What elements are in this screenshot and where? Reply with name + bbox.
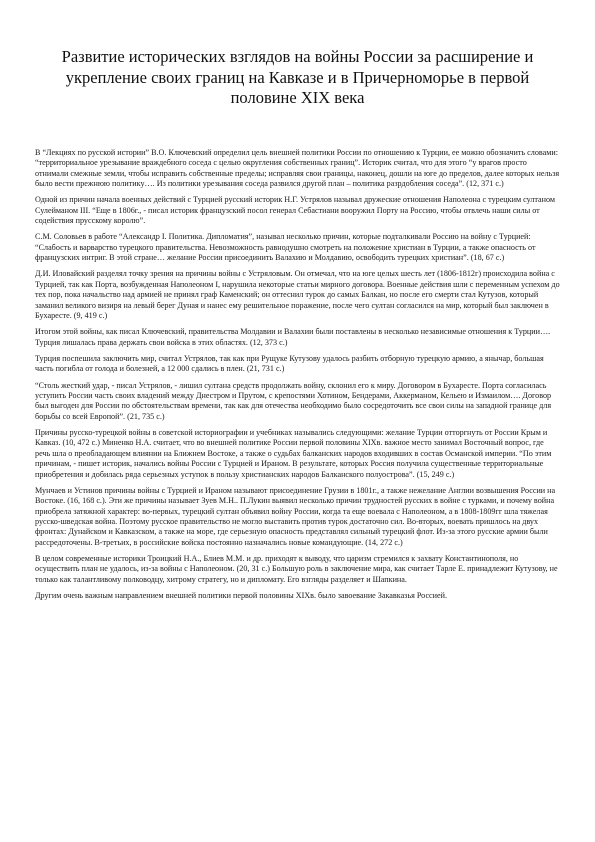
- document-body: [35, 148, 560, 607]
- paragraph-8: Причины русско-турецкой войны в советской историографии и учебниках назывались следующими: желание Турции отторгнуть от России Крым и Кавказ. (10, 472 с.) Миненко Н.А. считает, что во внешней политике России первой половины XIXв. важное место занимал Восточный вопрос, где речь шла о преобладающем влиянии на Ближнем Востоке, а также о судьбах балканских народов входивших в состав Османской империи. “По этим причинам, - пишет историк, начались войны России с Турцией и Ираном. В результате, которых Россия получила существенные территориальные приобретения и добилась ряда серьезных уступок в пользу христианских народов Балканского полуострова”. (15, 249 с.): [35, 427, 552, 479]
- paragraph-9: Мунчаев и Устинов причины войны с Турцией и Ираном называют присоединение Грузии в 1801г., а также нежелание Англии возвышения России на Востоке. (16, 168 с.). Эти же причины называет Зуев М.Н.. П.Лукин выявил несколько причин трудностей русских в войне с турками, и почему война приобрела затяжной характер: во-первых, турецкий султан объявил войну России, когда та еще воевала с Наполеоном, а в 1808-1809гг шла тяжелая русско-шведская война. Поэтому русское правительство не могло выставить против турок достаточно сил. Во-вторых, воевать пришлось на двух фронтах: Дунайском и Кавказском, а также на море, где серьезную опасность представлял сильный турецкий флот. Из-за этого русские армии были рассредоточены. В-третьих, в российские войска постоянно назначались новые командующие. (14, 272 с.): [35, 485, 556, 547]
- paragraph-5: Итогом этой войны, как писал Ключевский, правительства Молдавии и Валахии были поставлены в несколько независимые отношения к Турции…. Турция лишалась права держать свои войска в этих областях. (12, 373 с.): [35, 327, 551, 347]
- paragraph-10: В целом современные историки Троицкий Н.А., Блиев М.М. и др. приходят к выводу, что царизм стремился к захвату Константинополя, но осуществить план не удалось, из-за войны с Наполеоном. (20, 31 с.) Большую роль в заключение мира, как считает Тарле Е. принадлежит Кутузову, не только как талантливому полководцу, хитрому стратегу, но и дипломату. Его взгляды разделяет и Шапкина.: [35, 553, 558, 584]
- paragraph-11: Другим очень важным направлением внешней политики первой половины XIXв. было завоевание Закавказья Россией.: [35, 591, 447, 600]
- paragraph-1: В “Лекциях по русской истории” В.О. Ключевский определил цель внешней политики России по отношению к Турции, ее можно обозначить словами: “территориальное урезывание враждебного соседа с целью округления собственных границ”. Историк считал, что для этого “у врагов просто отнимали смежные земли, чтобы исправить собственные пределы; исправляя свои границы, наконец, дошли на юге до пределов, далее которых нельзя было вести прежнюю политику…. Из политики урезывания соседа развился другой план – политика разрдобления соседа”. (12, 371 с.): [35, 148, 560, 189]
- paragraph-4: Д.И. Иловайский разделял точку зрения на причины войны с Устряловым. Он отмечал, что на юге целых шесть лет (1806-1812г) происходила война с Турцией, так как Порта, возбужденная Наполеоном I, нарушила некоторые статьи мирного договора. Военные действия шли с переменным успехом до тех пор, пока начальство над армией не принял граф Каменский; он оттеснил турок до самых Балкан, но после его смерти стал Кутузов, который заманил великого визиря на левый берег Дуная и нанес ему решительное поражение, после чего султан согласился на мир, который был заключен в Бухаресте. (9, 419 с.): [35, 269, 560, 321]
- document-title: Развитие исторических взглядов на войны России за расширение и укрепление своих границ на Кавказе и в Причерноморье в первой половине XIX века: [61, 47, 534, 107]
- paragraph-7: “Столь жесткий удар, - писал Устрялов, - лишил султана средств продолжать войну, склонил его к миру. Договором в Бухаресте. Порта согласилась уступить России часть своих владений между Днестром и Прутом, с крепостями Хотином, Бендерами, Аккерманом, Кельею и Измаилом…. Договор был выгоден для России по обстоятельствам времени, так как для отечества необходимо было сосредоточить все свои силы на западной границе для борьбы со всей Европой”. (21, 735 с.): [35, 380, 552, 421]
- paragraph-3: С.М. Соловьев в работе “Александр I. Политика. Дипломатия”, называл несколько причин, которые подталкивали Россию на войну с Турцией: “Слабость и варварство турецкого правительства. Невозможность равнодушно смотреть на положение христиан в Турции, а также опасность от французских интриг. В этой стране… желание России присоединить Валахию и Молдавию, освободить турецких христиан”. (18, 67 с.): [35, 232, 536, 263]
- paragraph-2: Одной из причин начала военных действий с Турцией русский историк Н.Г. Устрялов называл дружеские отношения Наполеона с турецким султаном Сулейманом III. “Еще в 1806г., - писал историк французский посол генерал Себастиани вооружил Порту на Россию, чтобы отвлечь наши силы от содействия прусскому королю”.: [35, 195, 556, 226]
- paragraph-6: Турция поспешила заключить мир, считал Устрялов, так как при Рущуке Кутузову удалось разбить отборную турецкую армию, а янычар, большая часть погибла от голода и болезней, а 12 000 сдались в плен. (21, 731 с.): [35, 353, 544, 374]
